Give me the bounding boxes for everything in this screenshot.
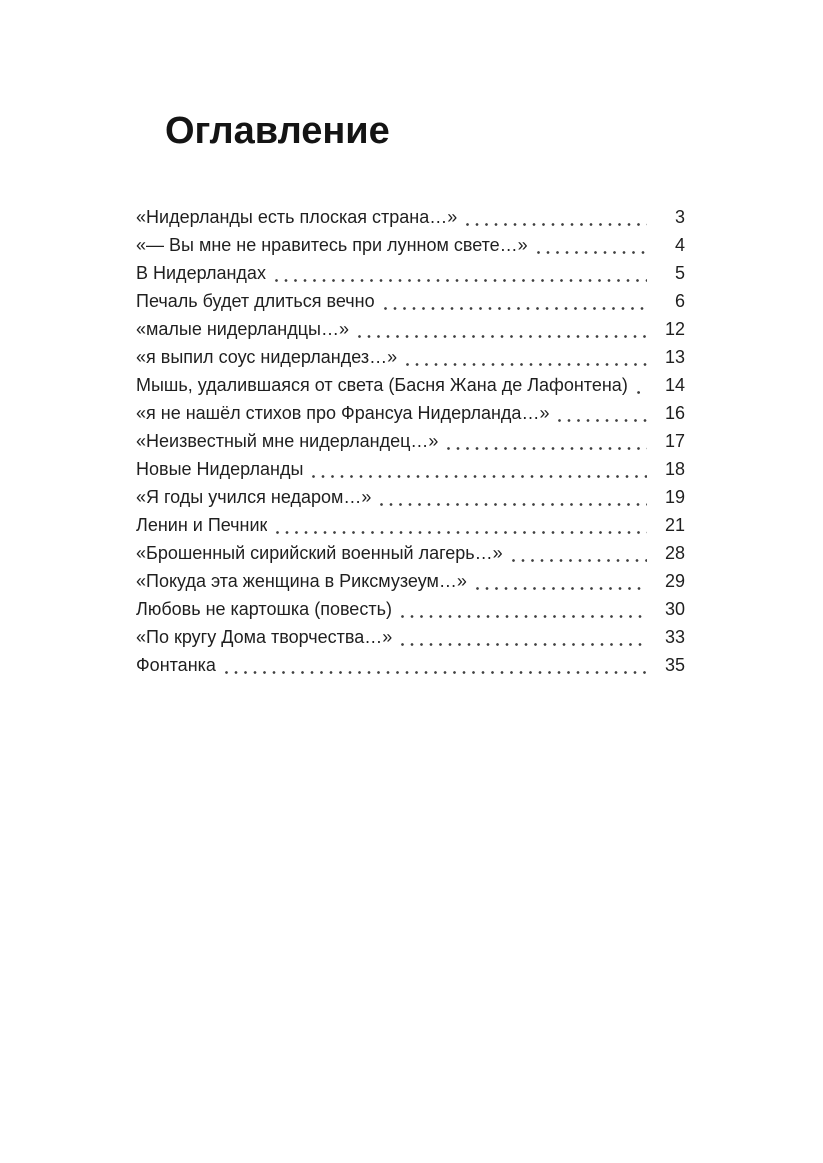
dot-leader bbox=[401, 623, 647, 651]
toc-entry-title: «малые нидерландцы…» bbox=[136, 319, 349, 339]
toc-entry bbox=[136, 287, 685, 315]
toc-entry-page: 3 bbox=[674, 207, 685, 227]
dot-leader bbox=[476, 567, 647, 595]
toc-list bbox=[136, 203, 685, 679]
dot-leader bbox=[275, 259, 647, 287]
toc-entry bbox=[136, 371, 685, 399]
dot-leader bbox=[276, 511, 647, 539]
dot-leader bbox=[406, 343, 647, 371]
toc-entry bbox=[136, 483, 685, 511]
toc-entry-title: «— Вы мне не нравитесь при лунном свете…» bbox=[136, 235, 528, 255]
toc-entry-page: 13 bbox=[664, 347, 685, 367]
toc-entry-title: Любовь не картошка (повесть) bbox=[136, 599, 392, 619]
toc-entry-page: 28 bbox=[664, 543, 685, 563]
toc-entry bbox=[136, 595, 685, 623]
toc-entry-page: 4 bbox=[674, 235, 685, 255]
toc-entry bbox=[136, 399, 685, 427]
toc-entry-title: «Покуда эта женщина в Риксмузеум…» bbox=[136, 571, 467, 591]
toc-entry-page: 35 bbox=[664, 655, 685, 675]
toc-entry-title: Новые Нидерланды bbox=[136, 459, 304, 479]
toc-entry-title: Мышь, удалившаяся от света (Басня Жана де Лафонтена) bbox=[136, 375, 628, 395]
toc-entry-title: «Брошенный сирийский военный лагерь…» bbox=[136, 543, 503, 563]
toc-entry bbox=[136, 455, 685, 483]
toc-entry bbox=[136, 427, 685, 455]
toc-entry-page: 16 bbox=[664, 403, 685, 423]
toc-entry bbox=[136, 623, 685, 651]
toc-entry bbox=[136, 343, 685, 371]
dot-leader bbox=[512, 539, 647, 567]
toc-entry-page: 21 bbox=[664, 515, 685, 535]
dot-leader bbox=[466, 203, 647, 231]
toc-entry-page: 33 bbox=[664, 627, 685, 647]
toc-entry-page: 5 bbox=[674, 263, 685, 283]
toc-entry-title: «я не нашёл стихов про Франсуа Нидерланда…» bbox=[136, 403, 550, 423]
dot-leader bbox=[401, 595, 647, 623]
toc-entry bbox=[136, 567, 685, 595]
toc-entry-title: Ленин и Печник bbox=[136, 515, 268, 535]
dot-leader bbox=[225, 651, 647, 679]
dot-leader bbox=[312, 455, 647, 483]
toc-entry-page: 30 bbox=[664, 599, 685, 619]
toc-entry-title: «По кругу Дома творчества…» bbox=[136, 627, 393, 647]
toc-entry-page: 12 bbox=[664, 319, 685, 339]
toc-entry-title: «я выпил соус нидерландез…» bbox=[136, 347, 398, 367]
toc-entry-page: 14 bbox=[664, 375, 685, 395]
dot-leader bbox=[537, 231, 647, 259]
dot-leader bbox=[380, 483, 647, 511]
toc-entry-page: 19 bbox=[664, 487, 685, 507]
toc-entry-page: 29 bbox=[664, 571, 685, 591]
toc-entry bbox=[136, 315, 685, 343]
toc-entry-page: 18 bbox=[664, 459, 685, 479]
toc-entry-title: Фонтанка bbox=[136, 655, 216, 675]
dot-leader bbox=[558, 399, 647, 427]
dot-leader bbox=[384, 287, 647, 315]
toc-entry bbox=[136, 203, 685, 231]
toc-entry-page: 17 bbox=[664, 431, 685, 451]
toc-entry-title: «Нидерланды есть плоская страна…» bbox=[136, 207, 458, 227]
toc-entry bbox=[136, 511, 685, 539]
toc-entry-title: Печаль будет длиться вечно bbox=[136, 291, 375, 311]
dot-leader bbox=[358, 315, 647, 343]
toc-entry bbox=[136, 231, 685, 259]
toc-entry-title: «Неизвестный мне нидерландец…» bbox=[136, 431, 439, 451]
toc-entry-page: 6 bbox=[674, 291, 685, 311]
toc-entry bbox=[136, 539, 685, 567]
toc-entry-title: В Нидерландах bbox=[136, 263, 266, 283]
toc-entry bbox=[136, 651, 685, 679]
toc-entry bbox=[136, 259, 685, 287]
page-title: Оглавление bbox=[165, 110, 390, 152]
toc-entry-title: «Я годы учился недаром…» bbox=[136, 487, 372, 507]
dot-leader bbox=[637, 371, 647, 399]
dot-leader bbox=[447, 427, 647, 455]
